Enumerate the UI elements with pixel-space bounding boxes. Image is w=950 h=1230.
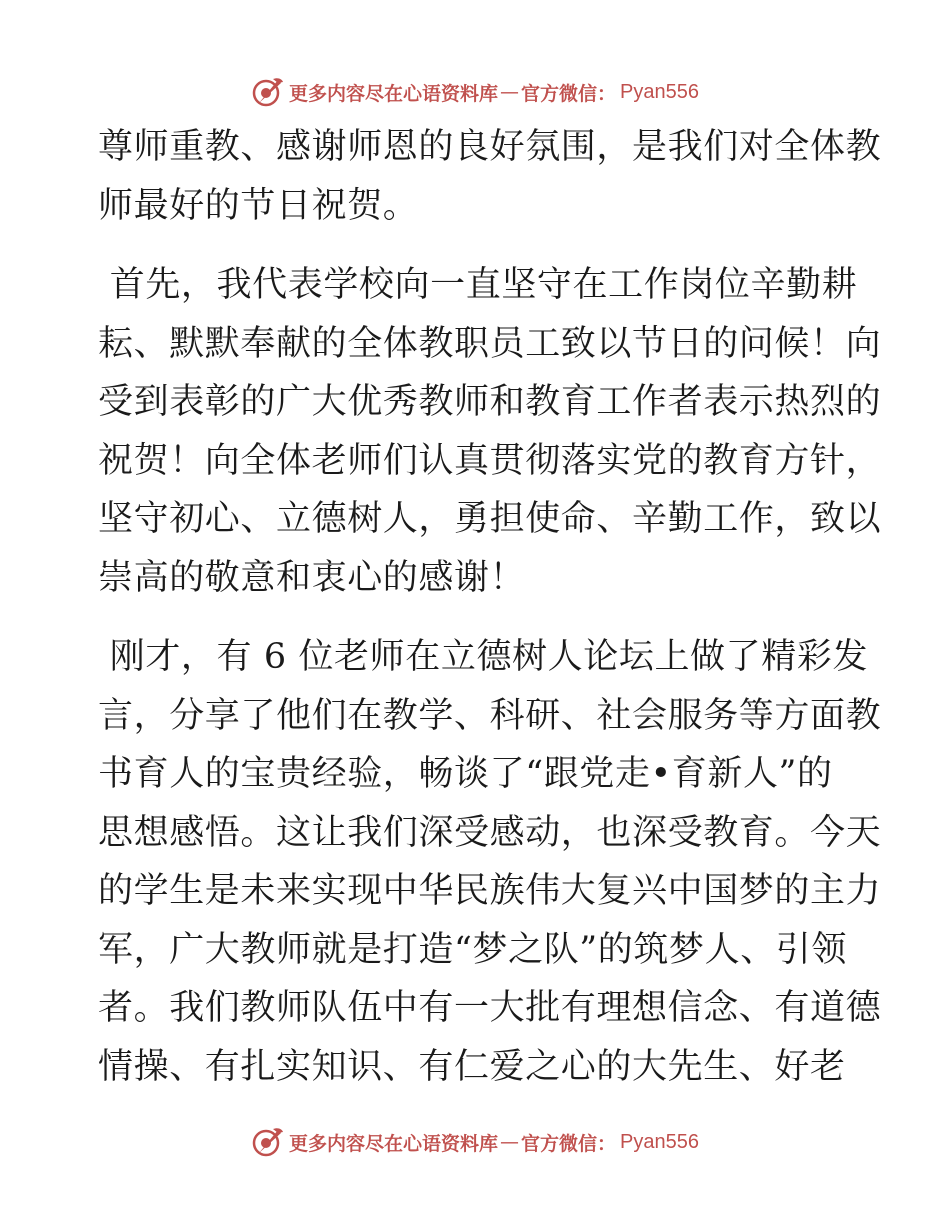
quill-logo-icon — [251, 75, 285, 109]
document-body — [98, 118, 882, 1096]
footer-banner — [0, 1122, 950, 1162]
paragraph — [98, 118, 882, 235]
text-line: 书育人的宝贵经验，畅谈了“跟党走•育新人”的 — [98, 754, 833, 794]
text-line: 的学生是未来实现中华民族伟大复兴中国梦的主力 — [98, 871, 882, 911]
text-line: 受到表彰的广大优秀教师和教育工作者表示热烈的 — [98, 382, 882, 422]
paragraph — [98, 256, 882, 607]
text-line: 崇高的敬意和衷心的感谢！ — [98, 557, 526, 598]
banner-separator: — — [500, 81, 520, 103]
header-banner — [0, 72, 950, 112]
text-line: 思想感悟。这让我们深受感动，也深受教育。今天 — [98, 812, 882, 853]
quill-logo-icon — [251, 1125, 285, 1159]
text-line: 者。我们教师队伍中有一大批有理想信念、有道德 — [98, 988, 882, 1028]
banner-label: 官方微信： — [521, 82, 617, 105]
text-line: 言，分享了他们在教学、科研、社会服务等方面教 — [98, 695, 882, 736]
banner-main-text: 更多内容尽在心语资料库 — [289, 82, 499, 105]
banner-label: 官方微信： — [521, 1132, 617, 1155]
text-line: 坚守初心、立德树人，勇担使命、辛勤工作，致以 — [98, 499, 882, 539]
text-line: 祝贺！向全体老师们认真贯彻落实党的教育方针， — [98, 440, 882, 481]
paragraph — [98, 628, 882, 1096]
banner-main-text: 更多内容尽在心语资料库 — [289, 1132, 499, 1155]
text-line: 首先，我代表学校向一直坚守在工作岗位辛勤耕 — [98, 265, 858, 305]
banner-wechat-id: Pyan556 — [620, 80, 699, 103]
text-line: 情操、有扎实知识、有仁爱之心的大先生、好老 — [98, 1046, 846, 1087]
text-line: 尊师重教、感谢师恩的良好氛围，是我们对全体教 — [98, 127, 882, 167]
banner-separator: — — [500, 1131, 520, 1153]
text-line: 耘、默默奉献的全体教职员工致以节日的问候！向 — [98, 323, 882, 364]
text-line: 师最好的节日祝贺。 — [98, 185, 419, 226]
text-line: 军，广大教师就是打造“梦之队”的筑梦人、引领 — [98, 929, 847, 970]
banner-wechat-id: Pyan556 — [620, 1130, 699, 1153]
text-line: 刚才，有 6 位老师在立德树人论坛上做了精彩发 — [98, 637, 869, 677]
